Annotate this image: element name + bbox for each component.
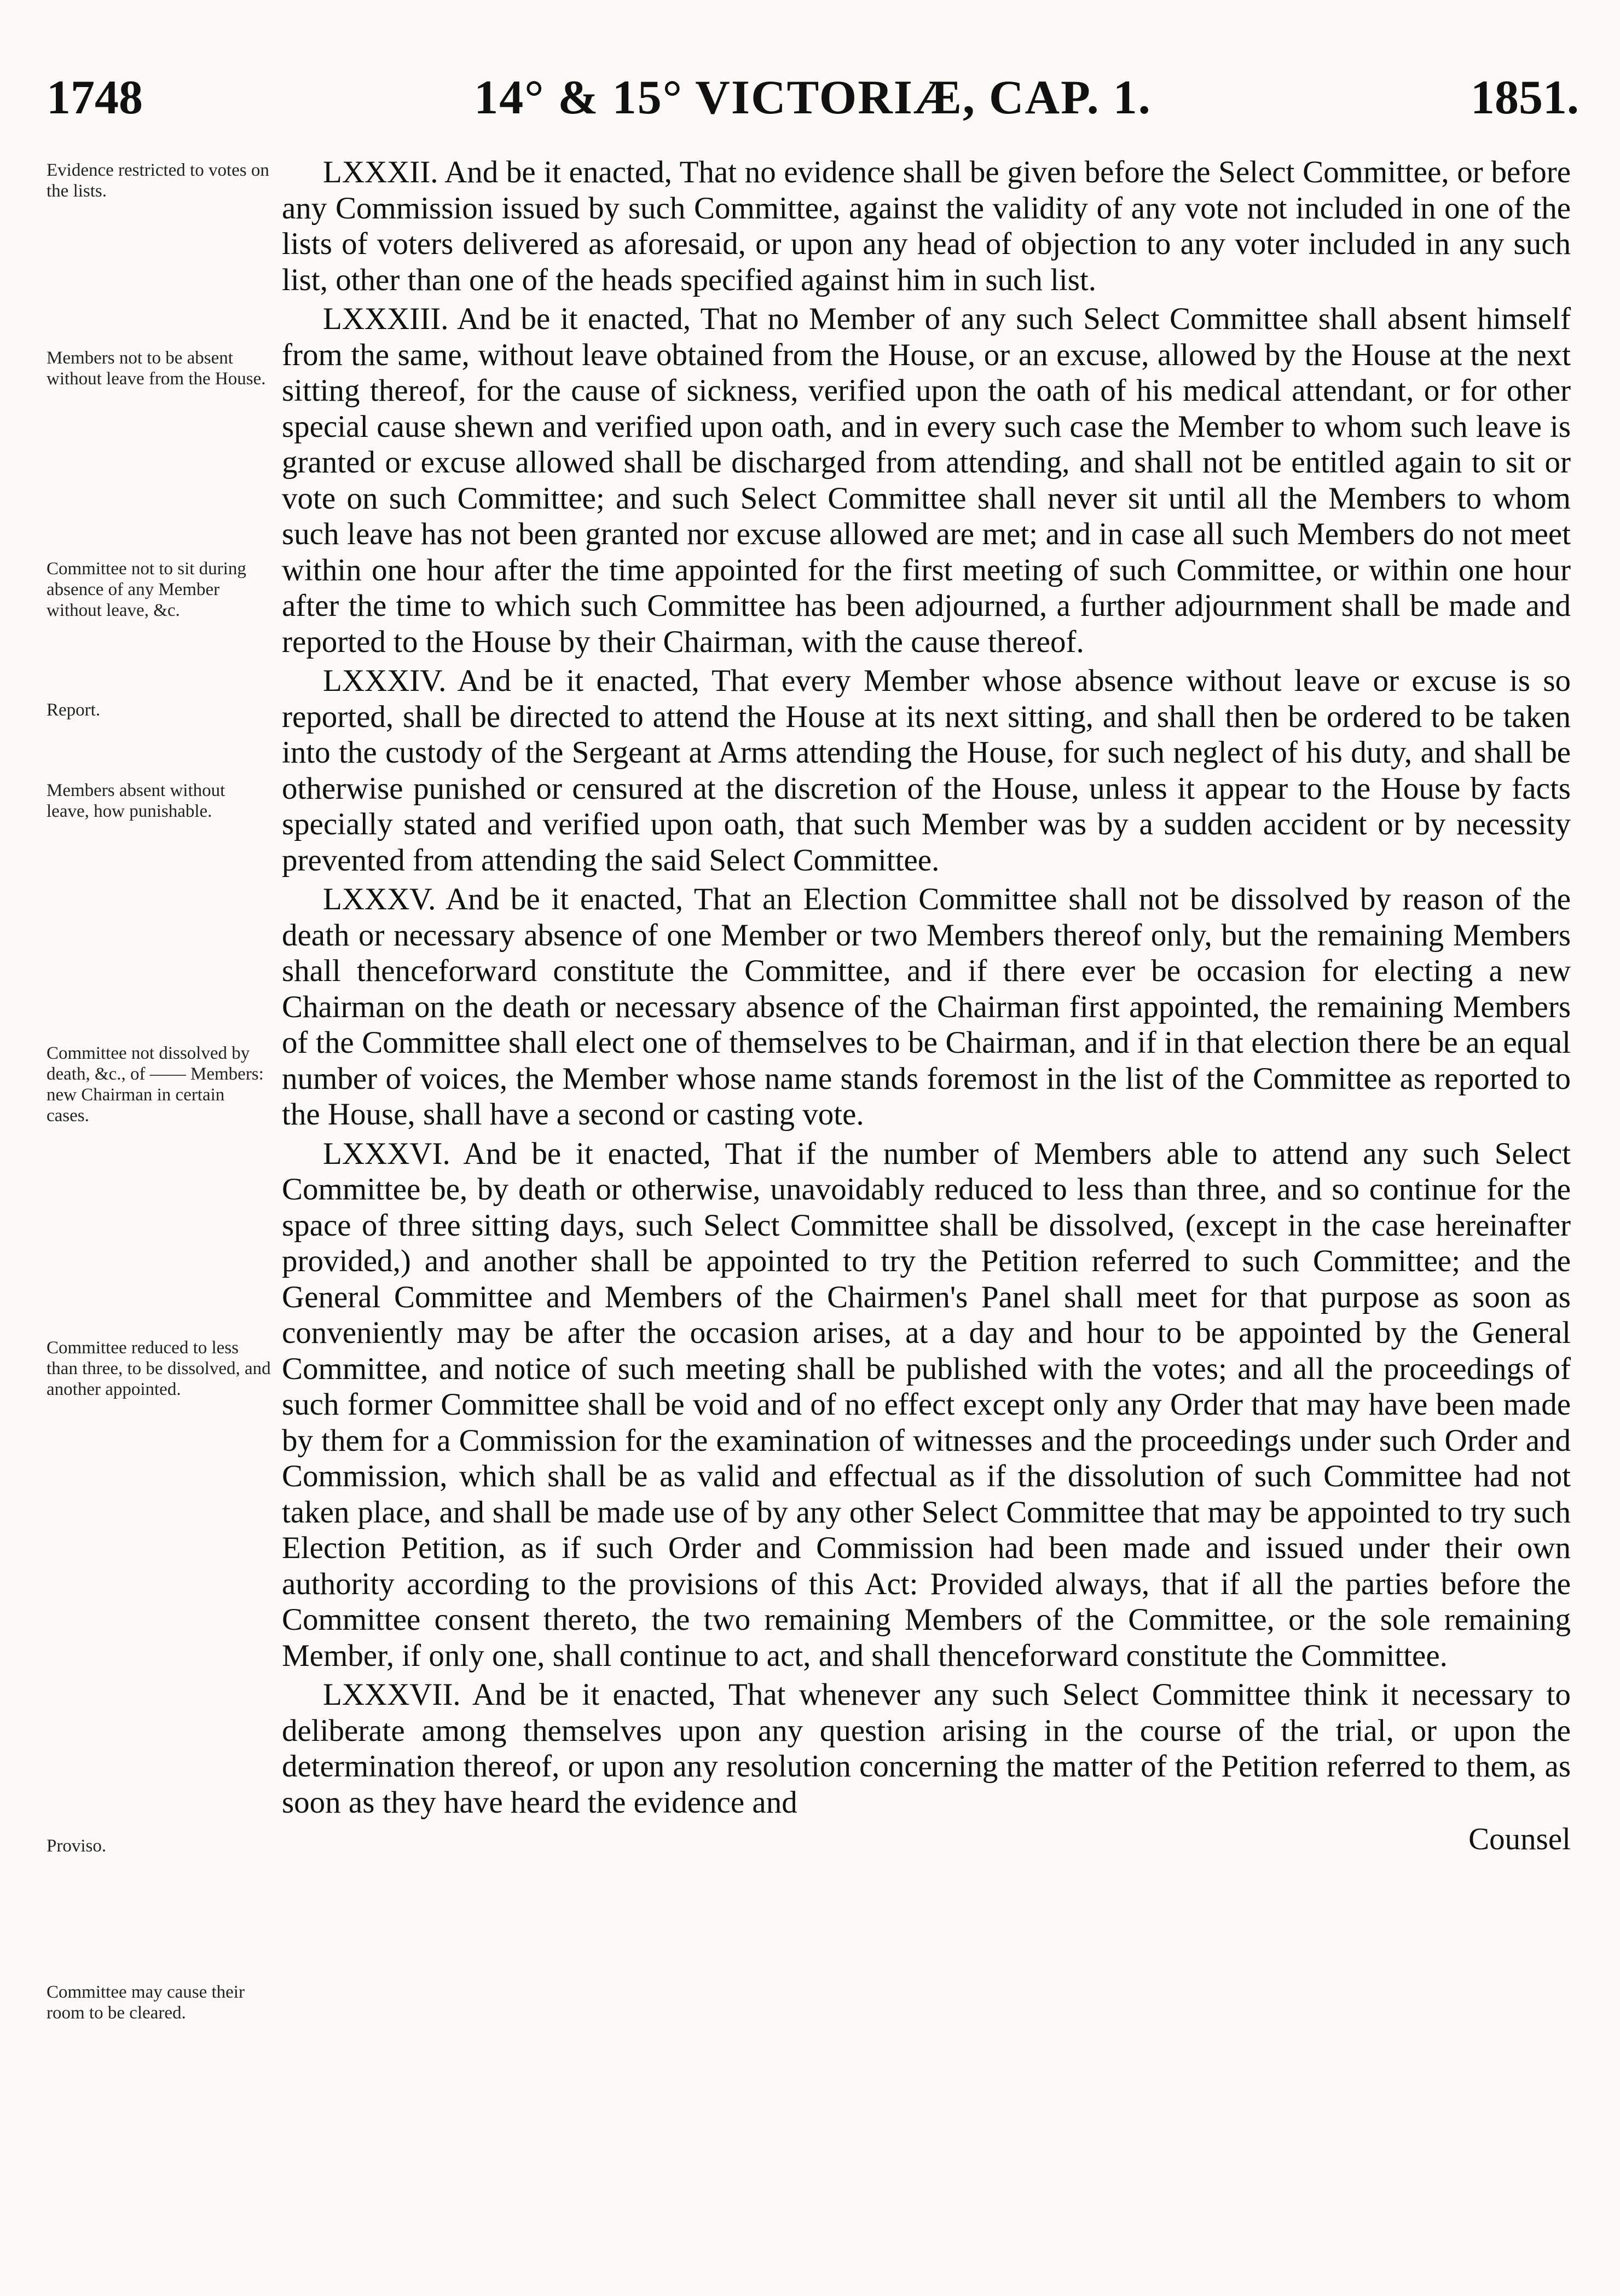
margin-note: Report. xyxy=(47,700,101,720)
section-number: LXXXV. xyxy=(323,882,436,916)
section-text: And be it enacted, That whenever any such Select Committee think it necessary to deliberate among themselves upon any question arising in the course of the trial, or upon the determination thereof, or upon any resolution concerning the matter of the Petition referred to them, as soon as they have heard the evidence and xyxy=(282,1677,1571,1820)
margin-note: Committee may cause their room to be cleared. xyxy=(47,1982,245,2023)
section-paragraph xyxy=(282,301,1571,660)
margin-note: Committee reduced to less than three, to be dissolved, and another appointed. xyxy=(47,1338,271,1399)
section-number: LXXXIII. xyxy=(323,302,449,336)
margin-note: Proviso. xyxy=(47,1836,107,1856)
page-number: 1748 xyxy=(47,71,143,124)
section-number: LXXXVII. xyxy=(323,1677,461,1712)
margin-note: Committee not dissolved by death, &c., of —— Members: new Chairman in certain cases. xyxy=(47,1043,264,1126)
section-number: LXXXIV. xyxy=(323,664,447,698)
section-number: LXXXVI. xyxy=(323,1136,450,1171)
margin-note: Evidence restricted to votes on the lists. xyxy=(47,160,269,201)
section-text: And be it enacted, That no evidence shall be given before the Select Committee, or before any Commission issued by such Committee, against the validity of any vote not included in one of the lists of voters delivered as aforesaid, or upon any head of objection to any voter included in any such list, other than one of the heads specified against him in such list. xyxy=(282,155,1571,297)
catchword: Counsel xyxy=(1468,1822,1571,1856)
section-text: And be it enacted, That every Member whose absence without leave or excuse is so reported, shall be directed to attend the House at its next sitting, and shall then be ordered to be taken into the custody of the Sergeant at Arms attending the House, for such neglect of his duty, and shall be otherwise punished or censured at the discretion of the House, unless it appear to the House by facts specially stated and verified upon oath, that such Member was by a sudden accident or by necessity prevented from attending the said Select Committee. xyxy=(282,664,1571,878)
section-number: LXXXII. xyxy=(323,155,438,189)
margin-note: Committee not to sit during absence of any Member without leave, &c. xyxy=(47,559,246,620)
act-title: 14° & 15° VICTORIÆ, CAP. 1. xyxy=(474,71,1152,124)
year: 1851. xyxy=(1471,71,1579,124)
page-header xyxy=(47,70,1579,130)
section-paragraph xyxy=(282,1677,1571,1820)
section-paragraph xyxy=(282,154,1571,298)
section-paragraph xyxy=(282,663,1571,878)
margin-note: Members absent without leave, how punishable. xyxy=(47,781,225,821)
section-paragraph xyxy=(282,881,1571,1133)
body-text xyxy=(282,154,1571,1857)
section-text: And be it enacted, That no Member of any such Select Committee shall absent himself from the same, without leave obtained from the House, or an excuse, allowed by the House at the next sitting thereof, for the cause of sickness, verified upon the oath of his medical attendant, or for other special cause shewn and verified upon oath, and in every such case the Member to whom such leave is granted or excuse allowed shall be discharged from attending, and shall not be entitled again to sit or vote on such Committee; and such Select Committee shall never sit until all the Members to whom such leave has not been granted nor excuse allowed are met; and in case all such Members do not meet within one hour after the time appointed for the first meeting of such Committee, or within one hour after the time to which such Committee has been adjourned, a further adjournment shall be made and reported to the House by their Chairman, with the cause thereof. xyxy=(282,302,1571,659)
section-text: And be it enacted, That an Election Committee shall not be dissolved by reason of the death or necessary absence of one Member or two Members thereof only, but the remaining Members shall thenceforward constitute the Committee, and if there ever be occasion for electing a new Chairman on the death or necessary absence of the Chairman first appointed, the remaining Members of the Committee shall elect one of themselves to be Chairman, and if in that election there be an equal number of voices, the Member whose name stands foremost in the list of the Committee as reported to the House, shall have a second or casting vote. xyxy=(282,882,1571,1132)
margin-note: Members not to be absent without leave from the House. xyxy=(47,348,266,389)
section-text: And be it enacted, That if the number of Members able to attend any such Select Committee be, by death or otherwise, unavoidably reduced to less than three, and so continue for the space of three sitting days, such Select Committee shall be dissolved, (except in the case hereinafter provided,) and another shall be appointed to try the Petition referred to such Committee; and the General Committee and Members of the Chairmen's Panel shall meet for that purpose as soon as conveniently may be after the occasion arises, at a day and hour to be appointed by the General Committee, and notice of such meeting shall be published with the votes; and all the proceedings of such former Committee shall be void and of no effect except only any Order that may have been made by them for a Commission for the examination of witnesses and the proceedings under such Order and Commission, which shall be as valid and effectual as if the dissolution of such Committee had not taken place, and shall be made use of by any other Select Committee that may be appointed to try such Election Petition, as if such Order and Commission had been made and issued under their own authority according to the provisions of this Act: Provided always, that if all the parties before the Committee consent thereto, the two remaining Members of the Committee, or the sole remaining Member, if only one, shall continue to act, and shall thenceforward constitute the Committee. xyxy=(282,1136,1571,1673)
section-paragraph xyxy=(282,1136,1571,1674)
